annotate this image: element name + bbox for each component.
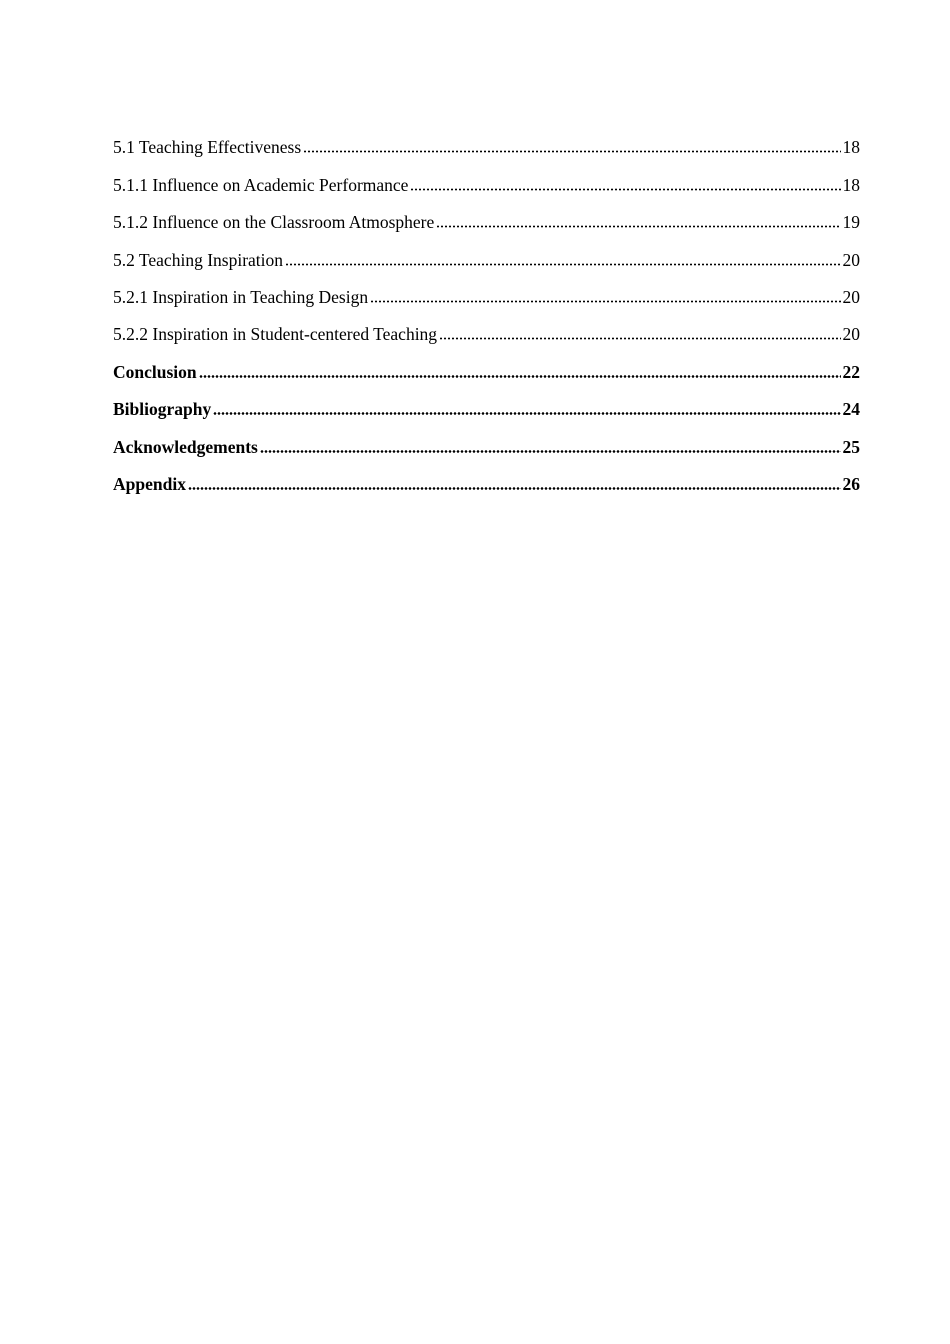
toc-entry-title: Acknowledgements [113, 436, 258, 457]
toc-entry-title: Bibliography [113, 399, 212, 420]
toc-entry-page-number: 20 [842, 324, 860, 345]
toc-dot-leader [436, 225, 840, 228]
toc-entry-page-number: 24 [842, 399, 860, 420]
toc-entry-title: 5.1 Teaching Effectiveness [113, 137, 302, 158]
toc-dot-leader [410, 188, 840, 191]
toc-dot-leader [285, 263, 840, 266]
toc-entry-page-number: 20 [842, 249, 860, 270]
toc-entry-influence-classroom-atmosphere[interactable] [113, 196, 860, 233]
toc-entry-page-number: 20 [842, 286, 860, 307]
toc-entry-page-number: 26 [842, 473, 860, 494]
toc-dot-leader [199, 375, 841, 378]
toc-entry-title: 5.1.1 Influence on Academic Performance [113, 174, 409, 195]
toc-entry-title: 5.2.2 Inspiration in Student-centered Teaching [113, 324, 438, 345]
toc-entry-page-number: 18 [842, 174, 860, 195]
toc-dot-leader [439, 337, 840, 340]
toc-entry-page-number: 19 [842, 212, 860, 233]
toc-entry-page-number: 25 [842, 436, 860, 457]
toc-entry-bibliography[interactable] [113, 383, 860, 420]
table-of-contents [113, 121, 860, 495]
toc-dot-leader [260, 450, 841, 453]
toc-entry-teaching-effectiveness[interactable] [113, 121, 860, 158]
toc-dot-leader [303, 150, 840, 153]
toc-entry-title: 5.2 Teaching Inspiration [113, 249, 284, 270]
toc-entry-title: Appendix [113, 473, 186, 494]
toc-entry-inspiration-student-centered[interactable] [113, 308, 860, 345]
toc-entry-title: 5.1.2 Influence on the Classroom Atmosphere [113, 212, 435, 233]
toc-entry-influence-academic-performance[interactable] [113, 158, 860, 195]
toc-dot-leader [370, 300, 840, 303]
toc-dot-leader [188, 487, 841, 490]
toc-entry-page-number: 18 [842, 137, 860, 158]
toc-entry-appendix[interactable] [113, 458, 860, 495]
toc-entry-title: 5.2.1 Inspiration in Teaching Design [113, 286, 369, 307]
toc-entry-title: Conclusion [113, 361, 197, 382]
toc-entry-conclusion[interactable] [113, 345, 860, 382]
toc-entry-teaching-inspiration[interactable] [113, 233, 860, 270]
toc-entry-page-number: 22 [842, 361, 860, 382]
toc-entry-inspiration-teaching-design[interactable] [113, 271, 860, 308]
toc-entry-acknowledgements[interactable] [113, 420, 860, 457]
toc-dot-leader [213, 412, 840, 415]
